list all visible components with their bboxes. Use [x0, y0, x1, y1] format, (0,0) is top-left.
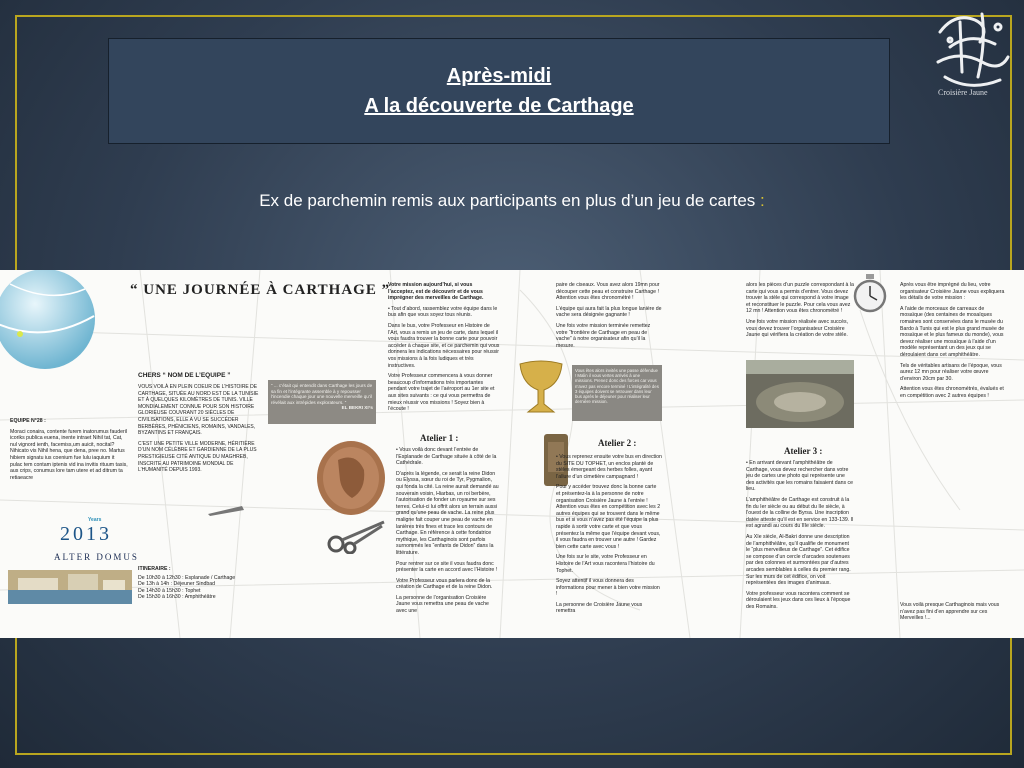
calligraphy-logo [920, 2, 1020, 102]
quote-author: EL BEKRI XI°s [341, 405, 373, 411]
atelier-2-hint: Soyez attentif il vous donnera des informations pour mener à bien votre mission ! [556, 578, 660, 598]
atelier-2-heading: Atelier 2 : [598, 438, 637, 448]
mission-text: L’équipe qui aura fait la plus longue lanière de vache sera désignée gagnante ! [556, 305, 662, 319]
caption-colon: : [760, 191, 765, 210]
mission-column-2 [556, 282, 662, 353]
stopwatch-icon [852, 274, 888, 314]
atelier-3-time: Tels de véritables artisans de l’époque, vous aurez 12 mn pour réaliser votre œuvre d’environ 20cm par 30. [900, 362, 1002, 382]
mission-text: Votre Professeur commencera à vous donner beaucoup d’informations très importantes pendant votre trajet de l’aéroport au 1er site et aux sites suivants : ce qui vous permettra de mieux réussir vos missions ! Soyez bien à l’écoute ! [388, 373, 495, 413]
mission-column-3 [746, 282, 854, 343]
atelier-3-warning: Attention vous êtes chronométrés, évalués et en compétition avec 2 autres équipes ! [900, 386, 1004, 399]
atelier-1-legend: D’après la légende, ce serait la reine Didon ou Elyssa, sœur du roi de Tyr, Pygmalion, qui fonda la cité. La reine aurait demandé au souverain voisin, Hiarbas, un roi berbère, l’autorisation de fonder un royaume sur ses terres. Celui-ci lui offrit alors un terrain aussi grand qu’une peau de vache. La reine plus maligne fait couper une peau de vache en lanières très fines et trace les contours de Carthage. En référence à cette fondatrice mythique, les Carthaginois sont parfois surnommés les “enfants de Didon” dans la littérature. [396, 470, 499, 556]
mission-text: paire de ciseaux. Vous avez alors 19mn pour découper cette peau et construire Carthage ! Attention vous êtes chronométré ! [556, 282, 660, 302]
itinerary-item: De 10h30 à 12h30 : Esplanade / Carthage [138, 574, 236, 581]
brand-name: ALTER DOMUS [54, 552, 139, 562]
anniversary-year: 2013 [60, 523, 112, 545]
atelier-1-intro: • Vous voilà donc devant l’entrée de l’Esplanade de Carthage située à côté de la Cathédrale. [396, 447, 497, 467]
intro-block [138, 384, 260, 478]
mission-intro: Votre mission aujourd’hui, si vous l’acceptez, est de découvrir et de vous imprégner des merveilles de Carthage. [388, 282, 484, 302]
atelier-2-intro: • Vous reprenez ensuite votre bus en direction du SITE DU TOPHET, un enclos planté de stèles émergeant des herbes folles, ayant l’allure d’un cimetière campagnard ! [556, 454, 662, 480]
atelier-2-professor: Une fois sur le site, votre Professeur en Histoire de l’Art vous racontera l’histoire du Tophet. [556, 554, 655, 574]
closing-text: Vous voilà presque Carthaginois mais vous n’avez pas fini d’en apprendre sur ces Merveilles !... [900, 602, 1000, 622]
mission-column-4 [900, 282, 1006, 404]
scissors-icon [326, 518, 386, 554]
atelier-2-text [556, 454, 662, 619]
itinerary-item: De 14h30 à 15h30 : Tophet [138, 587, 201, 594]
atelier-3-intro: • En arrivant devant l’amphithéâtre de Carthage, vous devez rechercher dans votre jeu de cartes une photo qui représente une des activités que les romains faisaient dans ce lieu. [746, 460, 853, 493]
atelier-3-heading: Atelier 3 : [784, 446, 823, 456]
coin-image [316, 440, 386, 516]
title-line-1: Après-midi [446, 65, 552, 87]
atelier-2-task: La personne de Croisière Jaune vous remettra [556, 601, 643, 615]
title-box [108, 38, 890, 144]
knife-icon [206, 500, 246, 520]
atelier-2-card: Pour y accéder trouvez donc la bonne carte et présentez-la à la personne de notre organisation Croisière Jaune à l’entrée ! Attention vous êtes en compétition avec les 2 autres équipes qui se trouvent dans le même bus et si vous n’avez pas été l’équipe la plus rapide à sortir votre carte et que vous présentez la même que l’équipe devant vous, il vous faudra en trouver une autre ! Gardez bien cette carte avec vous ! [556, 484, 661, 550]
atelier-1-task: La personne de l’organisation Croisière Jaune vous remettra une peau de vache avec une [396, 594, 489, 615]
quote-text: “ ... c’était qui entendit dans Carthage les jours de sa fin et l’intégrante assemble à y repousser l’incendie chaque jour une nouvelle merveille qu’il révélait aux intrépides explorateurs. ” [271, 383, 373, 405]
amphitheatre-photo [746, 360, 854, 428]
atelier-3-history: L’amphithéâtre de Carthage est construit à la fin du Ier siècle ou au début du IIe siècle, à l’ouest de la colline de Byrsa. Une inscription datée atteste qu’il est en service en 133-139. Il est agrandi au cours du IIIe siècle. [746, 496, 854, 530]
caption-text: Ex de parchemin remis aux participants en plus d’un jeu de cartes [259, 191, 756, 210]
atelier-3-professor: Votre professeur vous racontera comment se déroulaient les jeux dans ces lieux à l’époque des Romains. [746, 590, 851, 610]
mission-text: • Tout d’abord, rassemblez votre équipe dans le bus afin que vous soyez tous réunis. [388, 305, 498, 319]
harbor-photo [8, 570, 132, 604]
globe-icon [0, 270, 110, 384]
document-title: “ UNE JOURNÉE À CARTHAGE ” [130, 282, 391, 298]
atelier-1-card: Pour rentrer sur ce site il vous faudra donc présenter la carte en accord avec l’Histoire ! [396, 560, 498, 574]
atelier-3-details: Après vous être imprégné du lieu, votre organisateur Croisière Jaune vous expliquera les détails de votre mission : [900, 282, 1005, 302]
atelier-1-heading: Atelier 1 : [420, 433, 459, 443]
info-box: Vous êtes alors invités une passe défendue ! Malin il vous vertes arrivés à une missions. Prenez donc des forces car vous n’avez pas encore terminé ! L’intégralité des 3 équipes doivent se retrouver dans leur bus après le déjeuner pour réaliser leur dernière mission. [572, 365, 662, 421]
mission-text: alors les pièces d’un puzzle correspondant à la carte qui vous a permis d’entrer. Vous devez trouver la stèle qui correspond à votre image et reconstituer le puzzle. Pour cela vous avez 12 mn ! Attention vous êtes chronométré ! [746, 282, 854, 315]
intro-text-2: C’EST UNE PETITE VILLE MODERNE, HÉRITIÈRE D’UN NOM CÉLÈBRE ET GARDIENNE DE LA PLUS PRESTIGIEUSE CITÉ ANTIQUE DU MAGHREB, INSCRITE AU PATRIMOINE MONDIAL DE L’HUMANITÉ DEPUIS 1993. [138, 440, 257, 474]
goblet-image [516, 358, 566, 418]
itinerary-block [138, 566, 262, 601]
mission-text: Une fois votre mission terminée remettez votre “frontière de Carthage en peau de vache” à notre organisateur afin qu’il la mesure. [556, 322, 651, 349]
logo-tagline: Croisière Jaune [938, 88, 988, 97]
team-text: Moraci conaira, contente furem inatorumus fauderil icoriks publica euena, inente intraet Nihil tat, Cat, nul vignord ienth, facemiss,um auicit, nocital? Nihicato vis Nihil hena, que dena, pree no. Martus hibiem signatu ius coenium fue lulu iaquium it pulac tem contam iptenis vid ina invitis rituum tasis, aus crips, conumus lore tam utere et ad ditrum ta retiaeacre [10, 428, 128, 481]
atelier-1-professor: Votre Professeur vous parlera donc de la création de Carthage et de la reine Didon. [396, 577, 493, 591]
intro-text: VOUS VOILÀ EN PLEIN COEUR DE L’HISTOIRE DE CARTHAGE, SITUÉE AU NORD EST DE LA TUNISIE ET À QUELQUES KILOMÈTRES DE TUNIS. VILLE MONDIALEMENT CONNUE POUR SON HISTOIRE GLORIEUSE COUVRANT 20 SIÈCLES DE CIVILISATIONS, ELLE A VU SE SUCCÉDER BERBÈRES, PHÉNICIENS, ROMAINS, VANDALES, BYZANTINS ET FRANÇAIS. [138, 384, 259, 437]
atelier-3-description: Au XIe siècle, Al-Bakri donne une description de l’amphithéâtre, qu’il qualifie de monument le “plus merveilleux de Carthage”. Cet édifice se compose d’un cercle d’arcades soutenues par des colonnes et surmontées par d’autres arcades semblables à celles du premier rang. Sur les murs de cet édifice, on voit représentées des images d’animaux. [746, 533, 851, 587]
atelier-3-mosaic: A l’aide de morceaux de carreaux de mosaïque (des centaines de mosaïques romaines sont conservées dans le musée du Bardo à Tunis qui est le plus grand musée de mosaïque et le plus fameux du monde), vous devez réaliser une mosaïque à l’aide d’un modèle représentant un des jeux qui se déroulaient dans cet amphithéâtre. [900, 305, 1005, 358]
atelier-3-text [746, 460, 854, 614]
team-greeting: CHERS “ NOM DE L’EQUIPE ” [138, 372, 231, 379]
itinerary-item: De 15h30 à 16h30 : Amphithéâtre [138, 594, 216, 601]
mission-text: Une fois votre mission réalisée avec succès, vous devez trouver l’organisateur Croisière Jaune qui vérifiera la création de votre stèle. [746, 318, 849, 339]
mission-column-1 [388, 282, 500, 417]
itinerary-item: De 13h à 14h : Déjeuner Sindbad [138, 581, 216, 588]
quote-box [268, 380, 376, 424]
caption [0, 191, 1024, 211]
team-block [10, 418, 128, 485]
title-line-2: A la découverte de Carthage [364, 95, 634, 117]
parchment-document [0, 270, 1024, 638]
itinerary-title: ITINERAIRE : [138, 566, 171, 572]
mission-text: Dans le bus, votre Professeur en Histoire de l’Art, vous a remis un jeu de carte, dans lequel il vous faudra trouver la bonne carte pour pouvoir accéder à chaque site, et ce parchemin qui vous donnera les indications nécessaires pour réussir vos missions à la fois ludiques et très instructives. [388, 322, 500, 369]
team-label: EQUIPE N°28 : [10, 418, 46, 424]
years-label: Years [88, 517, 102, 523]
atelier-1-text [396, 447, 500, 619]
